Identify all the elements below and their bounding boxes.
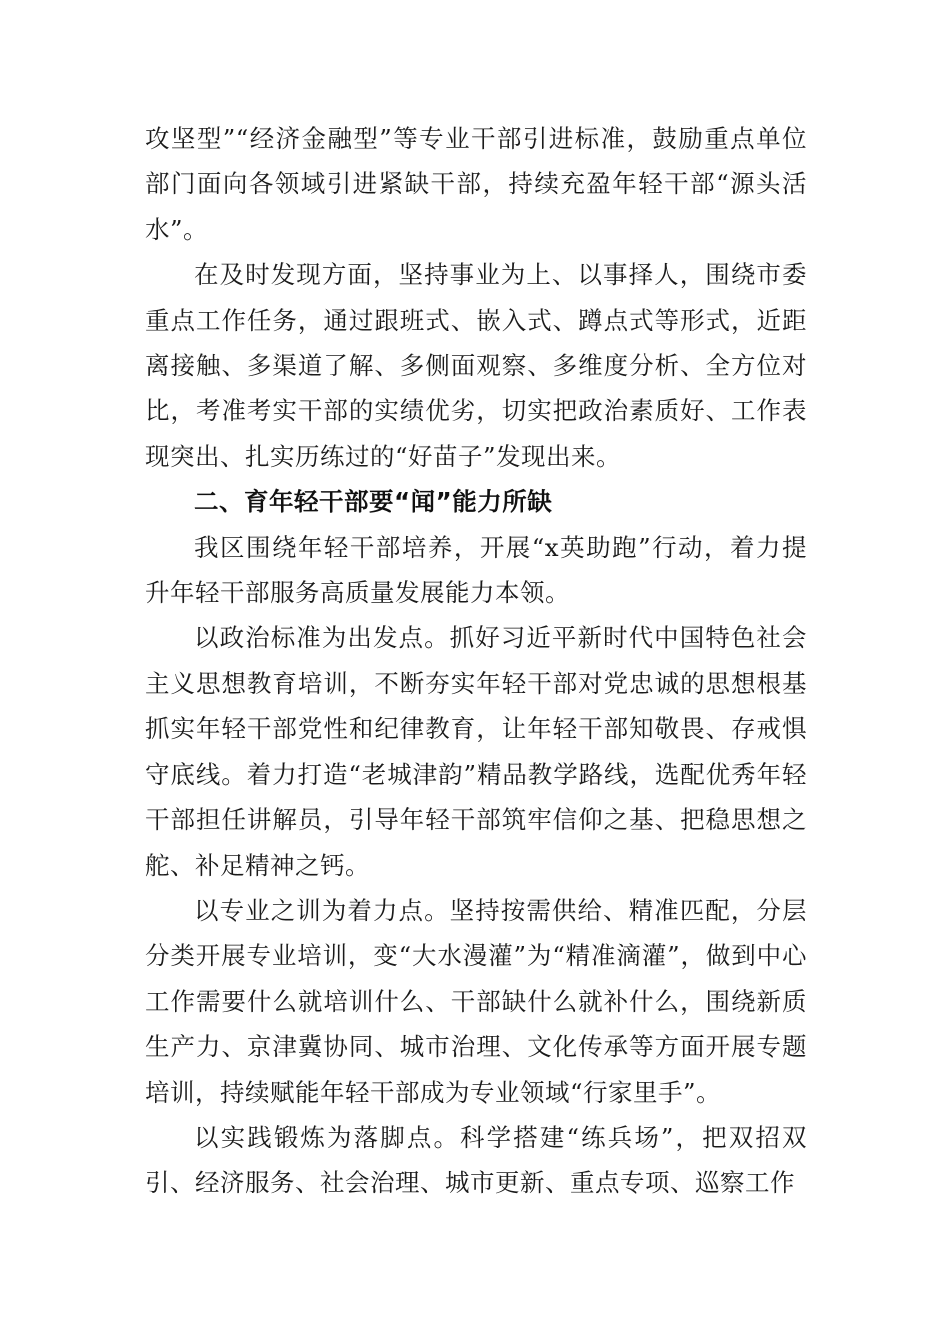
paragraph-continuation: 攻坚型”“经济金融型”等专业干部引进标准，鼓励重点单位部门面向各领域引进紧缺干部，持续充盈年轻干部“源头活水”。 <box>145 124 807 244</box>
paragraph-professional-training: 以专业之训为着力点。坚持按需供给、精准匹配，分层分类开展专业培训，变“大水漫灌”为“精准滴灌”，做到中心工作需要什么就培训什么、干部缺什么就补什么，围绕新质生产力、京津冀协同、城市治理、文化传承等方面开展专题培训，持续赋能年轻干部成为专业领域“行家里手”。 <box>145 895 807 1107</box>
section-heading-2: 二、育年轻干部要“闻”能力所缺 <box>194 487 553 517</box>
paragraph-political-standard: 以政治标准为出发点。抓好习近平新时代中国特色社会主义思想教育培训，不断夯实年轻干部对党忠诚的思想根基抓实年轻干部党性和纪律教育，让年轻干部知敬畏、存戒惧守底线。着力打造“老城津韵”精品教学路线，选配优秀年轻干部担任讲解员，引导年轻干部筑牢信仰之基、把稳思想之舵、补足精神之钙。 <box>145 623 807 880</box>
document-body <box>145 116 807 1206</box>
paragraph-practice-training: 以实践锻炼为落脚点。科学搭建“练兵场”，把双招双引、经济服务、社会治理、城市更新、重点专项、巡察工作 <box>145 1122 807 1198</box>
paragraph-timely-discovery: 在及时发现方面，坚持事业为上、以事择人，围绕市委重点工作任务，通过跟班式、嵌入式、蹲点式等形式，近距离接触、多渠道了解、多侧面观察、多维度分析、全方位对比，考准考实干部的实绩优劣，切实把政治素质好、工作表现突出、扎实历练过的“好苗子”发现出来。 <box>145 260 807 471</box>
paragraph-training-intro: 我区围绕年轻干部培养，开展“x英助跑”行动，着力提升年轻干部服务高质量发展能力本领。 <box>145 532 807 608</box>
